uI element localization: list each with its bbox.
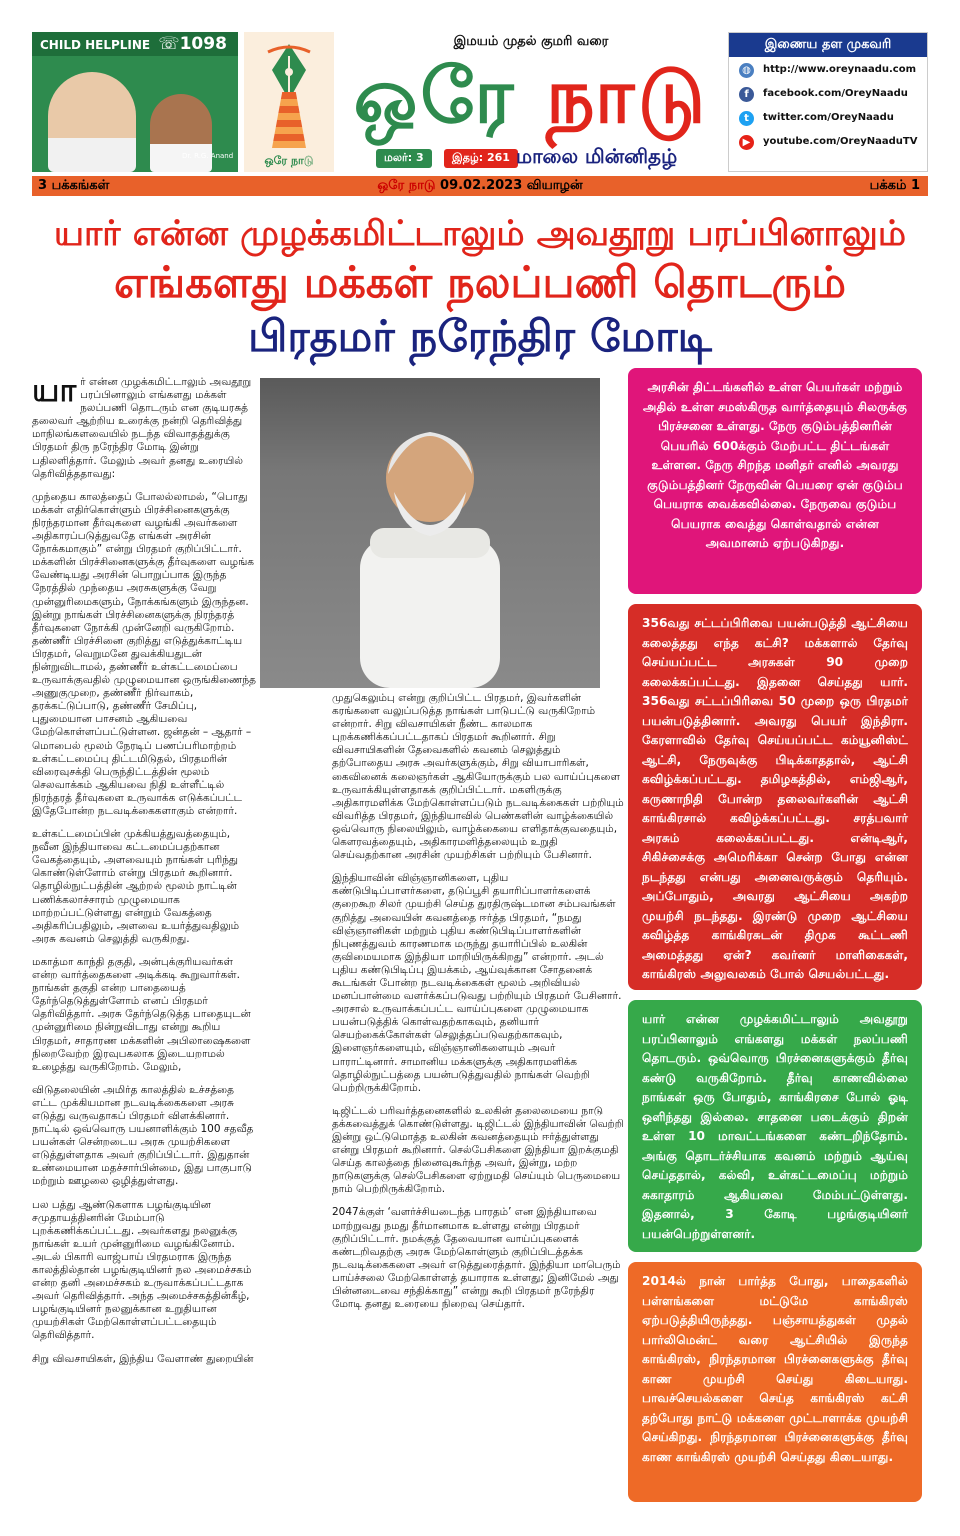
paper-name [340,52,722,140]
article-paragraph: முந்தைய காலத்தைப் போலல்லாமல், “பொது மக்கள் எதிர்கொள்ளும் பிரச்சினைகளுக்கு நிரந்தரமான தீர்வுகளை வழங்கி அவர்களை அதிகாரப்படுத்துவதே எங்கள் அரசின் நோக்கமாகும்” என்று பிரதமர் குறிப்பிட்டார். மக்களின் பிரச்சினைகளுக்கு தீர்வுகளை வழங்க வேண்டியது அரசின் பொறுப்பாக இருந்த நேரத்தில் முந்தைய அரசுகளுக்கு வேறு முன்னுரிமைகளும், நோக்கங்களும் இருந்தன. இன்று நாங்கள் பிரச்சினைகளுக்கு நிரந்தரத் தீர்வுகளை நோக்கி முன்னேறி வருகிறோம். தண்ணீர் பிரச்சினை குறித்து எடுத்துக்காட்டிய பிரதமர், வெறுமனே துவக்கியதுடன் நின்றுவிடாமல், தண்ணீர் உள்கட்டமைப்பை உருவாக்குவதில் முழுமையான ஒருங்கிணைந்த அணுகுமுறை, தண்ணீர் நிர்வாகம், தரக்கட்டுப்பாடு, தண்ணீர் சேமிப்பு, புதுமையான பாசனம் ஆகியவை மேற்கொள்ளப்பட்டுள்ளன. ஜன்தன் – ஆதார் – மொபைல் மூலம் நேரடிப் பணப்பரிமாற்றம் உள்கட்டமைப்பு திட்டமிடுதல், பிரதமரின் விரைவுசக்தி பெருந்திட்டத்தின் மூலம் செலவாக்கம் ஆகியவை நிதி உள்ளீட்டில் நிரந்தரத் தீர்வுகளை உருவாக்க எடுக்கப்பட்ட இதேபோன்ற நடவடிக்கைகளாகும் என்றார். [32,490,256,817]
page-number: பக்கம் 1 [869,178,920,193]
link-youtube[interactable] [729,131,927,153]
quote-box-green: யார் என்ன முழக்கமிட்டாலும் அவதூறு பரப்பினாலும் எங்களது மக்கள் நலப்பணி தொடரும். ஒவ்வொரு பிரச்னைகளுக்கும் தீர்வு கண்டு வருகிறோம். தீர்வு காணவில்லை நாங்கள் ஒரு போதும், காங்கிரசை போல் ஓடி ஒளிந்தது இல்லை. சாதனை படைக்கும் திறன் உள்ள 10 மாவட்டங்களை கண்டறிந்தோம். அங்கு தொடர்ச்சியாக கவனம் மற்றும் ஆய்வு செய்ததால், கல்வி, உள்கட்டமைப்பு மற்றும் சுகாதாரம் ஆகியவை மேம்பட்டுள்ளது. இதனால், 3 கோடி பழங்குடியினர் பயன்பெற்றுள்ளனர். [628,1000,922,1252]
headline-line-3: பிரதமர் நரேந்திர மோடி [248,312,712,362]
paper-name-part1: ஒரே [353,51,517,140]
issue-badge: இதழ்: 261 [444,149,518,168]
headline-line-2: எங்களது மக்கள் நலப்பணி தொடரும் [114,258,846,308]
article-paragraph: இந்தியாவின் விஞ்ஞானிகளை, புதிய கண்டுபிடிப்பாளர்களை, தடுப்பூசி தயாரிப்பாளர்களைக் குறைகூற சிலர் முயற்சி செய்த துரதிருஷ்டமான சம்பவங்கள் குறித்து அவையின் கவனத்தை ஈர்த்த பிரதமர், “நமது விஞ்ஞானிகள் மற்றும் புதிய கண்டுபிடிப்பாளர்களின் நிபுணத்துவம் காரணமாக மருந்து தயாரிப்பில் உலகின் குவிமையமாக இந்தியா மாறியிருக்கிறது” என்றார். அடல் புதிய கண்டுபிடிப்பு இயக்கம், ஆய்வுக்கான சோதனைக் கூடங்கள் போன்ற நடவடிக்கைகள் மூலம் அறிவியல் மனப்பான்மை வளர்க்கப்படுவது பற்றியும் பிரதமர் பேசினார். அரசால் உருவாக்கப்பட்ட வாய்ப்புகளை முழுமையாக பயன்படுத்திக் கொள்வதற்காகவும், தனியார் செயற்கைக்கோள்கள் செலுத்தப்படுவதற்காகவும், இளைஞர்களையும், விஞ்ஞானிகளையும் அவர் பாராட்டினார். சாமானிய மக்களுக்கு அதிகாரமளிக்க தொழில்நுட்பத்தை பயன்படுத்துவதில் நாங்கள் வெற்றி பெற்றிருக்கிறோம். [332,872,622,1094]
newspaper-logo [244,32,334,172]
helpline-label: CHILD HELPLINE [40,38,151,52]
twitter-icon: t [739,111,754,126]
link-text: youtube.com/OreyNaaduTV [763,136,918,147]
link-website[interactable] [729,59,927,81]
facebook-icon: f [739,87,754,102]
article-paragraph: உள்கட்டமைப்பின் முக்கியத்துவத்தையும், நவீன இந்தியாவை கட்டமைப்பதற்கான வேகத்தையும், அளவையும் நாங்கள் புரிந்து கொண்டுள்ளோம் என்று பிரதமர் கூறினார். தொழில்நுட்பத்தின் ஆற்றல் மூலம் நாட்டின் பணிக்கலாச்சாரம் முழுமையாக மாற்றப்பட்டுள்ளது என்றும் வேகத்தை அதிகரிப்பதிலும், அளவை உயர்த்துவதிலும் அரசு கவனம் செலுத்தி வருகிறது. [32,828,240,945]
edition-label: மாலை மின்னிதழ் [516,144,678,168]
logo-caption: ஒரே நாடு [264,154,314,167]
article-lead [32,371,256,481]
volume-badge: மலர்: 3 [376,149,432,168]
paper-name-part2: நாடு [546,51,709,140]
advert-portrait-left [48,72,136,172]
advert-portrait-right [150,94,212,172]
quote-box-orange: 2014ல் நான் பார்த்த போது, பாதைகளில் பள்ளங்களை மட்டுமே காங்கிரஸ் ஏற்படுத்தியிருந்தது. பஞ்சாயத்துகள் முதல் பார்லிமென்ட் வரை ஆட்சியில் இருந்த காங்கிரஸ், நிரந்தரமான பிரச்னைகளுக்கு தீர்வு காண முயற்சி செய்து கிடையாது. பாவச்செயல்களை செய்த காங்கிரஸ் கட்சி தற்போது நாட்டு மக்களை முட்டாளாக்க முயற்சி செய்கிறது. நிரந்தரமான பிரச்னைகளுக்கு தீர்வு காண காங்கிரஸ் முயற்சி செய்தது கிடையாது. [628,1262,922,1502]
masthead [32,32,928,172]
drop-cap: யா [32,371,77,409]
page-count: 3 பக்கங்கள் [38,178,110,193]
article-paragraph: சிறு விவசாயிகள், இந்திய வேளாண் துறையின் [32,1352,254,1365]
title-area [340,32,722,172]
helpline-banner [32,32,238,56]
quote-box-pink: அரசின் திட்டங்களில் உள்ள பெயர்கள் மற்றும் அதில் உள்ள சமஸ்கிருத வார்த்தையும் சிலருக்கு பிரச்சனை உள்ளது. நேரு குடும்பத்தினரின் பெயரில் 600க்கும் மேற்பட்ட திட்டங்கள் உள்ளன. நேரு சிறந்த மனிதர் எனில் அவரது குடும்பத்தினர் நேருவின் பெயரை ஏன் குடும்ப பெயராக வைக்கவில்லை. நேருவை குடும்ப பெயராக வைத்து கொள்வதால் என்ன அவமானம் ஏற்படுகிறது. [628,368,922,594]
lead-text: ர் என்ன முழக்கமிட்டாலும் அவதூறு பரப்பினாலும் எங்களது மக்கள் நலப்பணி தொடரும் என குடியரசுத் தலைவர் ஆற்றிய உரைக்கு நன்றி தெரிவித்து மாநிலங்களவையில் நடந்த விவாதத்துக்கு பிரதமர் திரு நரேந்திர மோடி இன்று பதிலளித்தார். மேலும் அவர் தனது உரையில் தெரிவித்ததாவது: [32,376,252,480]
issue-date [32,178,928,194]
date-text: 09.02.2023 வியாழன் [440,178,583,193]
article-paragraph: பல பத்து ஆண்டுகளாக பழங்குடியின சமுதாயத்தினரின் மேம்பாடு புறக்கணிக்கப்பட்டது. அவர்களது நலனுக்கு நாங்கள் உயர் முன்னுரிமை வழங்கினோம். அடல் பிகாரி வாஜ்பாய் பிரதமராக இருந்த காலத்தில்தான் பழங்குடியினர் நல அமைச்சகம் என்ற தனி அமைச்சகம் உருவாக்கப்பட்டதாக அவர் தெரிவித்தார். அந்த அமைச்சகத்தின்கீழ், பழங்குடியினர் நலனுக்கான உறுதியான முயற்சிகள் மேற்கொள்ளப்பட்டதையும் தெரிவித்தார். [32,1198,252,1342]
link-twitter[interactable] [729,107,927,129]
tagline: இமயம் முதல் குமரி வரை [453,34,609,49]
article-paragraph: முதுகெலும்பு என்று குறிப்பிட்ட பிரதமர், இவர்களின் கரங்களை வலுப்படுத்த நாங்கள் பாடுபட்டு வருகிறோம் என்றார். சிறு விவசாயிகள் நீண்ட காலமாக புறக்கணிக்கப்பட்டதாகப் பிரதமர் கூறினார். சிறு விவசாயிகளின் தேவைகளில் கவனம் செலுத்தும் தற்போதைய அரசு அவர்களுக்கும், சிறு வியாபாரிகள், கைவினைக் கலைஞர்கள் ஆகியோருக்கும் பல வாய்ப்புகளை உருவாக்கியுள்ளதாகக் குறிப்பிட்டார். மகளிருக்கு அதிகாரமளிக்க மேற்கொள்ளப்படும் நடவடிக்கைகள் பற்றியும் விவரித்த பிரதமர், இந்தியாவில் பெண்களின் வாழ்க்கையில் ஒவ்வொரு நிலையிலும், வாழ்க்கையை எளிதாக்குவதையும், கௌரவத்தையும், அதிகாரமளித்தலையும் உறுதி செய்வதற்கான அரசின் முயற்சிகள் பற்றியும் பேசினார். [332,692,624,862]
web-links-title: இணைய தள முகவரி [729,33,927,57]
link-text: twitter.com/OreyNaadu [763,112,894,123]
date-bar [32,176,928,196]
article-paragraph: விடுதலையின் அமிர்த காலத்தில் உச்சத்தை எட்ட முக்கியமான நடவடிக்கைகளை அரசு எடுத்து வருவதாகப் பிரதமர் விளக்கினார். நாட்டில் ஒவ்வொரு பயனாளிக்கும் 100 சதவீத பயன்கள் சென்றடைய அரசு முயற்சிகளை எடுத்துள்ளதாக அவர் குறிப்பிட்டார். இதுதான் உண்மையான மதச்சார்பின்மை, இது பாகுபாடு மற்றும் ஊழலை ஒழித்துள்ளது. [32,1083,254,1188]
article-column-2 [332,692,624,1321]
link-text: http://www.oreynaadu.com [763,64,917,75]
helpline-advert [32,32,238,172]
article-paragraph: டிஜிட்டல் பரிவர்த்தனைகளில் உலகின் தலைமையை நாடு தக்கவைத்துக் கொண்டுள்ளது. டிஜிட்டல் இந்தியாவின் வெற்றி இன்று ஒட்டுமொத்த உலகின் கவனத்தையும் ஈர்த்துள்ளது என்று பிரதமர் கூறினார். செல்பேசிகளை இந்தியா இறக்குமதி செய்த காலத்தை நினைவுகூர்ந்த அவர், இன்று, மற்ற நாடுகளுக்கு செல்பேசிகளை ஏற்றுமதி செய்யும் பெருமையை நாம் பெற்றிருக்கிறோம். [332,1104,624,1196]
advert-name: Dr. R.G. Anand [182,152,234,160]
youtube-icon: ▶ [739,135,754,150]
globe-icon: ◍ [739,63,754,78]
article-column-1 [32,371,256,1376]
speaker-figure [350,408,510,688]
quote-box-red: 356வது சட்டப்பிரிவை பயன்படுத்தி ஆட்சியை கலைத்தது எந்த கட்சி? மக்களால் தேர்வு செய்யப்பட்ட அரசுகள் 90 முறை கலைக்கப்பட்டது. இதனை செய்தது யார். 356வது சட்டப்பிரிவை 50 முறை ஒரு பிரதமர் பயன்படுத்தினார். அவரது பெயர் இந்திரா. கேரளாவில் தேர்வு செய்யப்பட்ட கம்யூனிஸ்ட் ஆட்சி, நேருவுக்கு பிடிக்காததால், ஆட்சி கவிழ்க்கப்பட்டது. தமிழகத்தில், எம்ஜிஆர், கருணாநிதி போன்ற தலைவர்களின் ஆட்சி காங்கிரசால் கவிழ்க்கப்பட்டது. சரத்பவார் அரசும் கலைக்கப்பட்டது. என்டிஆர், சிகிச்சைக்கு அமெரிக்கா சென்ற போது என்ன நடந்தது என்பது அனைவருக்கும் தெரியும். அப்போதும், அவரது ஆட்சியை அகற்ற முயற்சி நடந்தது. இரண்டு முறை ஆட்சியை கவிழ்த்த காங்கிரசுடன் திமுக கூட்டணி அமைத்தது ஏன்? கவர்னர் மாளிகைகள், காங்கிரஸ் அலுவலகம் போல் செயல்பட்டது. [628,604,922,990]
link-text: facebook.com/OreyNaadu [763,88,908,99]
datebar-paper-name: ஒரே நாடு [377,178,436,193]
article-paragraph: மகாத்மா காந்தி தகுதி, அன்புக்குரியவர்கள் என்ற வார்த்தைகளை அடிக்கடி கூறுவார்கள். நாங்கள் தகுதி என்ற பாதையைத் தேர்ந்தெடுத்துள்ளோம் எனப் பிரதமர் தெரிவித்தார். அரசு தேர்ந்தெடுத்த பாதையுடன் முன்னுரிமை நின்றுவிடாது என்று கூறிய பிரதமர், சாதாரண மக்களின் அபிலாஷைகளை நிறைவேற்ற இரவுபகலாக இடையறாமல் உழைத்து வருகிறோம். மேலும், [32,955,251,1073]
pm-speech-photo [260,378,600,688]
headline-line-1: யார் என்ன முழக்கமிட்டாலும் அவதூறு பரப்பினாலும் [53,214,907,254]
link-facebook[interactable] [729,83,927,105]
article-paragraph: 2047க்குள் ‘வளர்ச்சியடைந்த பாரதம்’ என இந்தியாவை மாற்றுவது நமது தீர்மானமாக உள்ளது என்று பிரதமர் குறிப்பிட்டார். நமக்குத் தேவையான வாய்ப்புகளைக் கண்டறிவதற்கு அரசு மேற்கொள்ளும் குறிப்பிடத்தக்க நடவடிக்கைகளை அவர் எடுத்துரைத்தார். இந்தியா மாபெரும் பாய்ச்சலை மேற்கொள்ளத் தயாராக உள்ளது; இனிமேல் அது பின்னடைவை சந்திக்காது” என்று கூறி பிரதமர் நரேந்திர மோடி தனது உரையை நிறைவு செய்தார். [332,1206,621,1311]
helpline-number: ☏1098 [158,34,227,54]
web-links-box [728,32,928,172]
